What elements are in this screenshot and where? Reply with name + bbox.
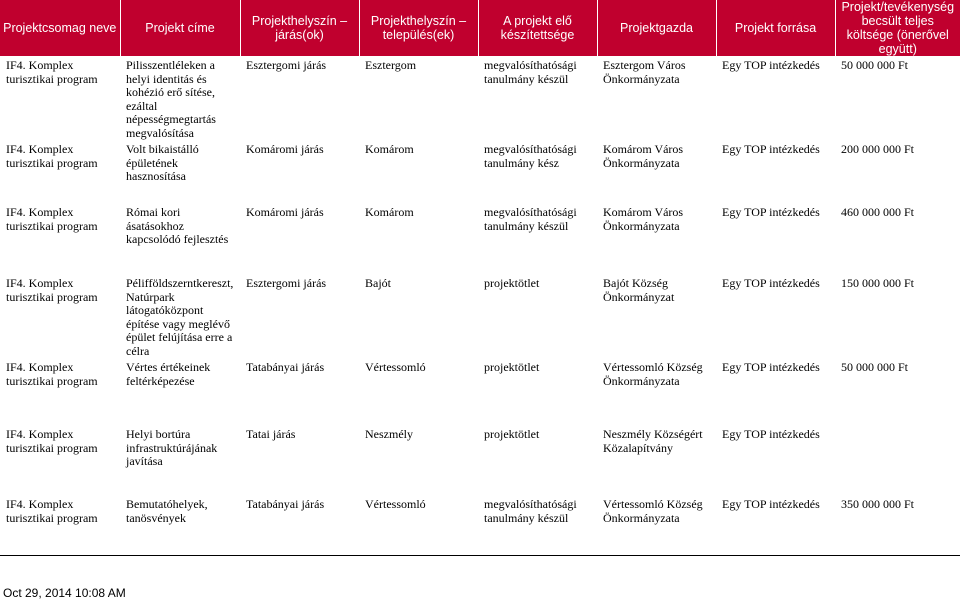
- cell-cim: Vértes értékeinek feltérképezése: [126, 360, 211, 388]
- cell-koltseg: 200 000 000 Ft: [841, 142, 915, 156]
- cell-gazda: Neszmély Községért Közalapítvány: [603, 427, 703, 455]
- cell-gazda: Komárom Város Önkormányzata: [603, 142, 684, 170]
- cell-gazda: Vértessomló Község Önkormányzata: [603, 360, 703, 388]
- cell-forras: Egy TOP intézkedés: [722, 58, 820, 72]
- cell-cim: Helyi bortúra infrastruktúrájának javítása: [126, 427, 218, 468]
- cell-keszultseg: projektötlet: [484, 427, 540, 441]
- cell-jaras: Esztergomi járás: [246, 276, 327, 290]
- cell-keszultseg: projektötlet: [484, 360, 540, 374]
- cell-jaras: Tatabányai járás: [246, 497, 325, 511]
- cell-keszultseg: megvalósíthatósági tanulmány készül: [484, 497, 577, 525]
- cell-csomag: IF4. Komplex turisztikai program: [6, 497, 98, 525]
- cell-koltseg: 50 000 000 Ft: [841, 360, 909, 374]
- cell-keszultseg: megvalósíthatósági tanulmány készül: [484, 205, 577, 233]
- header-projekt-cime: Projekt címe: [120, 0, 240, 56]
- cell-forras: Egy TOP intézkedés: [722, 427, 820, 441]
- cell-telepules: Komárom: [365, 205, 414, 219]
- cell-jaras: Tatabányai járás: [246, 360, 325, 374]
- cell-keszultseg: projektötlet: [484, 276, 540, 290]
- cell-telepules: Neszmély: [365, 427, 413, 441]
- cell-csomag: IF4. Komplex turisztikai program: [6, 276, 98, 304]
- table-bottom-rule: [0, 555, 960, 557]
- cell-csomag: IF4. Komplex turisztikai program: [6, 142, 98, 170]
- cell-keszultseg: megvalósíthatósági tanulmány kész: [484, 142, 577, 170]
- cell-koltseg: 150 000 000 Ft: [841, 276, 915, 290]
- cell-cim: Pélifföldszerntkereszt, Natúrpark látogatóközpont építése vagy meglévő épület felújítása erre a célra: [126, 276, 234, 358]
- cell-koltseg: 350 000 000 Ft: [841, 497, 915, 511]
- cell-koltseg: 460 000 000 Ft: [841, 205, 915, 219]
- cell-forras: Egy TOP intézkedés: [722, 205, 820, 219]
- cell-gazda: Vértessomló Község Önkormányzata: [603, 497, 703, 525]
- table-row: [0, 203, 960, 274]
- cell-jaras: Esztergomi járás: [246, 58, 327, 72]
- bottom-rule-cell: [0, 555, 960, 557]
- table-header-row: [0, 0, 960, 56]
- header-forras: Projekt forrása: [716, 0, 835, 56]
- cell-jaras: Komáromi járás: [246, 142, 324, 156]
- cell-keszultseg: megvalósíthatósági tanulmány készül: [484, 58, 577, 86]
- cell-telepules: Bajót: [365, 276, 391, 290]
- cell-gazda: Esztergom Város Önkormányzata: [603, 58, 686, 86]
- print-timestamp: Oct 29, 2014 10:08 AM: [3, 586, 126, 600]
- cell-cim: Római kori ásatásokhoz kapcsolódó fejlesztés: [126, 205, 229, 246]
- table-row: [0, 140, 960, 203]
- cell-forras: Egy TOP intézkedés: [722, 276, 820, 290]
- table-row: [0, 495, 960, 555]
- cell-forras: Egy TOP intézkedés: [722, 142, 820, 156]
- cell-forras: Egy TOP intézkedés: [722, 360, 820, 374]
- table-row: [0, 425, 960, 495]
- header-jaras: Projekthelyszín – járás(ok): [240, 0, 359, 56]
- cell-forras: Egy TOP intézkedés: [722, 497, 820, 511]
- cell-koltseg: 50 000 000 Ft: [841, 58, 909, 72]
- cell-cim: Bemutatóhelyek, tanösvények: [126, 497, 208, 525]
- header-koltseg: Projekt/tevékenység becsült teljes költsége (önerővel együtt): [835, 0, 960, 56]
- cell-telepules: Vértessomló: [365, 497, 426, 511]
- cell-cim: Volt bikaistálló épületének hasznosítása: [126, 142, 199, 183]
- cell-telepules: Vértessomló: [365, 360, 426, 374]
- header-projektcsomag: Projektcsomag neve: [0, 0, 120, 56]
- cell-cim: Pilisszentléleken a helyi identitás és kohézió erő sítése, ezáltal népességmegtartás megvalósítása: [126, 58, 216, 140]
- cell-jaras: Tatai járás: [246, 427, 296, 441]
- cell-csomag: IF4. Komplex turisztikai program: [6, 427, 98, 455]
- cell-gazda: Komárom Város Önkormányzata: [603, 205, 684, 233]
- table-row: [0, 274, 960, 358]
- cell-csomag: IF4. Komplex turisztikai program: [6, 58, 98, 86]
- cell-csomag: IF4. Komplex turisztikai program: [6, 205, 98, 233]
- table-row: [0, 358, 960, 425]
- cell-telepules: Esztergom: [365, 58, 417, 72]
- header-keszitettseg: A projekt elő készítettsége: [478, 0, 597, 56]
- table-row: [0, 56, 960, 140]
- cell-jaras: Komáromi járás: [246, 205, 324, 219]
- cell-csomag: IF4. Komplex turisztikai program: [6, 360, 98, 388]
- cell-telepules: Komárom: [365, 142, 414, 156]
- header-projektgazda: Projektgazda: [597, 0, 716, 56]
- cell-gazda: Bajót Község Önkormányzat: [603, 276, 675, 304]
- header-telepules: Projekthelyszín – település(ek): [359, 0, 478, 56]
- cell-koltseg: [835, 425, 960, 495]
